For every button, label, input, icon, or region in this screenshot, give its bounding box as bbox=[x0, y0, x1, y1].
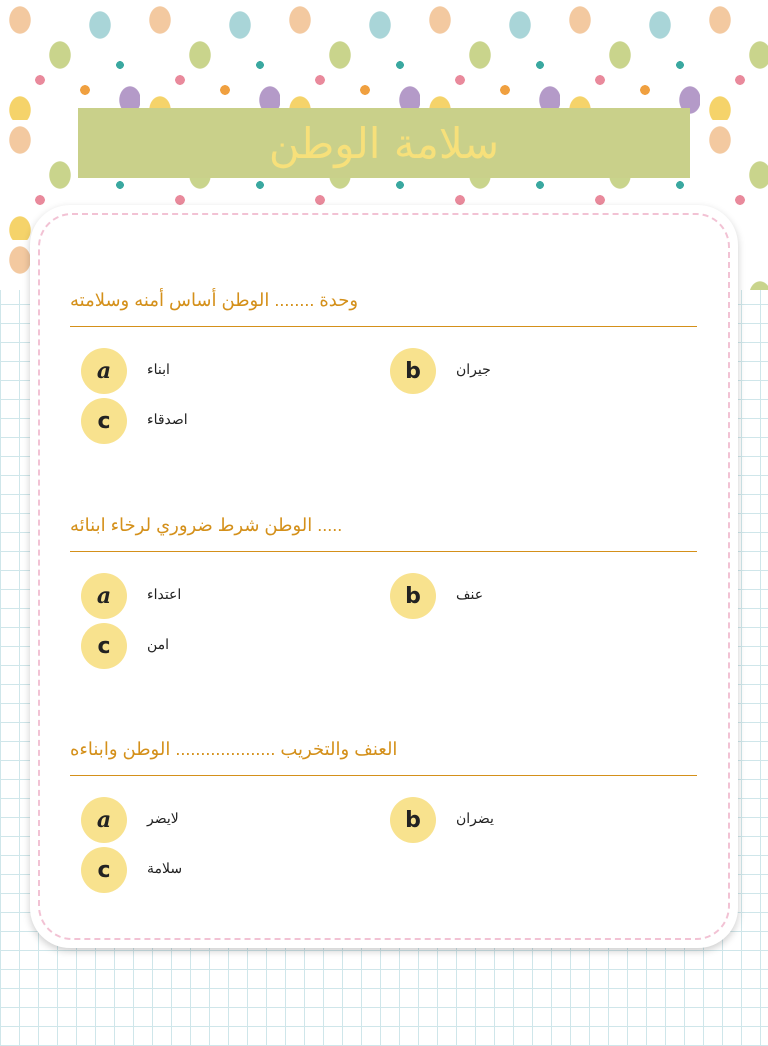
option-label: عنف bbox=[456, 585, 484, 602]
option-letter-badge: a bbox=[81, 573, 127, 619]
option-c[interactable] bbox=[81, 847, 182, 893]
option-a[interactable] bbox=[81, 573, 181, 619]
option-label: اصدقاء bbox=[147, 410, 188, 427]
option-b[interactable] bbox=[390, 573, 483, 619]
option-letter-badge: b bbox=[390, 573, 436, 619]
option-c[interactable] bbox=[81, 623, 169, 669]
option-c[interactable] bbox=[81, 398, 188, 444]
option-label: اعتداء bbox=[147, 585, 182, 602]
question-3 bbox=[70, 739, 697, 776]
title-banner bbox=[78, 108, 690, 178]
option-letter-badge: a bbox=[81, 797, 127, 843]
option-label: ابناء bbox=[147, 360, 170, 377]
page-title: سلامة الوطن bbox=[268, 118, 500, 168]
quiz-card bbox=[30, 205, 738, 948]
question-text: ..... الوطن شرط ضروري لرخاء ابنائه bbox=[70, 515, 343, 535]
option-letter-badge: c bbox=[81, 398, 127, 444]
option-label: جيران bbox=[456, 360, 491, 377]
option-letter-badge: c bbox=[81, 623, 127, 669]
option-a[interactable] bbox=[81, 348, 170, 394]
question-1 bbox=[70, 290, 697, 327]
option-label: سلامة bbox=[147, 859, 183, 876]
option-letter-badge: c bbox=[81, 847, 127, 893]
question-divider bbox=[70, 775, 697, 776]
option-b[interactable] bbox=[390, 797, 494, 843]
option-label: يضران bbox=[456, 809, 494, 826]
option-letter-badge: b bbox=[390, 348, 436, 394]
option-label: لايضر bbox=[147, 809, 179, 826]
option-letter-badge: a bbox=[81, 348, 127, 394]
question-2 bbox=[70, 515, 697, 552]
option-a[interactable] bbox=[81, 797, 179, 843]
option-label: امن bbox=[147, 635, 170, 652]
question-divider bbox=[70, 551, 697, 552]
option-b[interactable] bbox=[390, 348, 491, 394]
question-text: العنف والتخريب .................... الوطن وابناءه bbox=[70, 739, 398, 759]
question-text: وحدة ........ الوطن أساس أمنه وسلامته bbox=[70, 290, 359, 310]
option-letter-badge: b bbox=[390, 797, 436, 843]
question-divider bbox=[70, 326, 697, 327]
